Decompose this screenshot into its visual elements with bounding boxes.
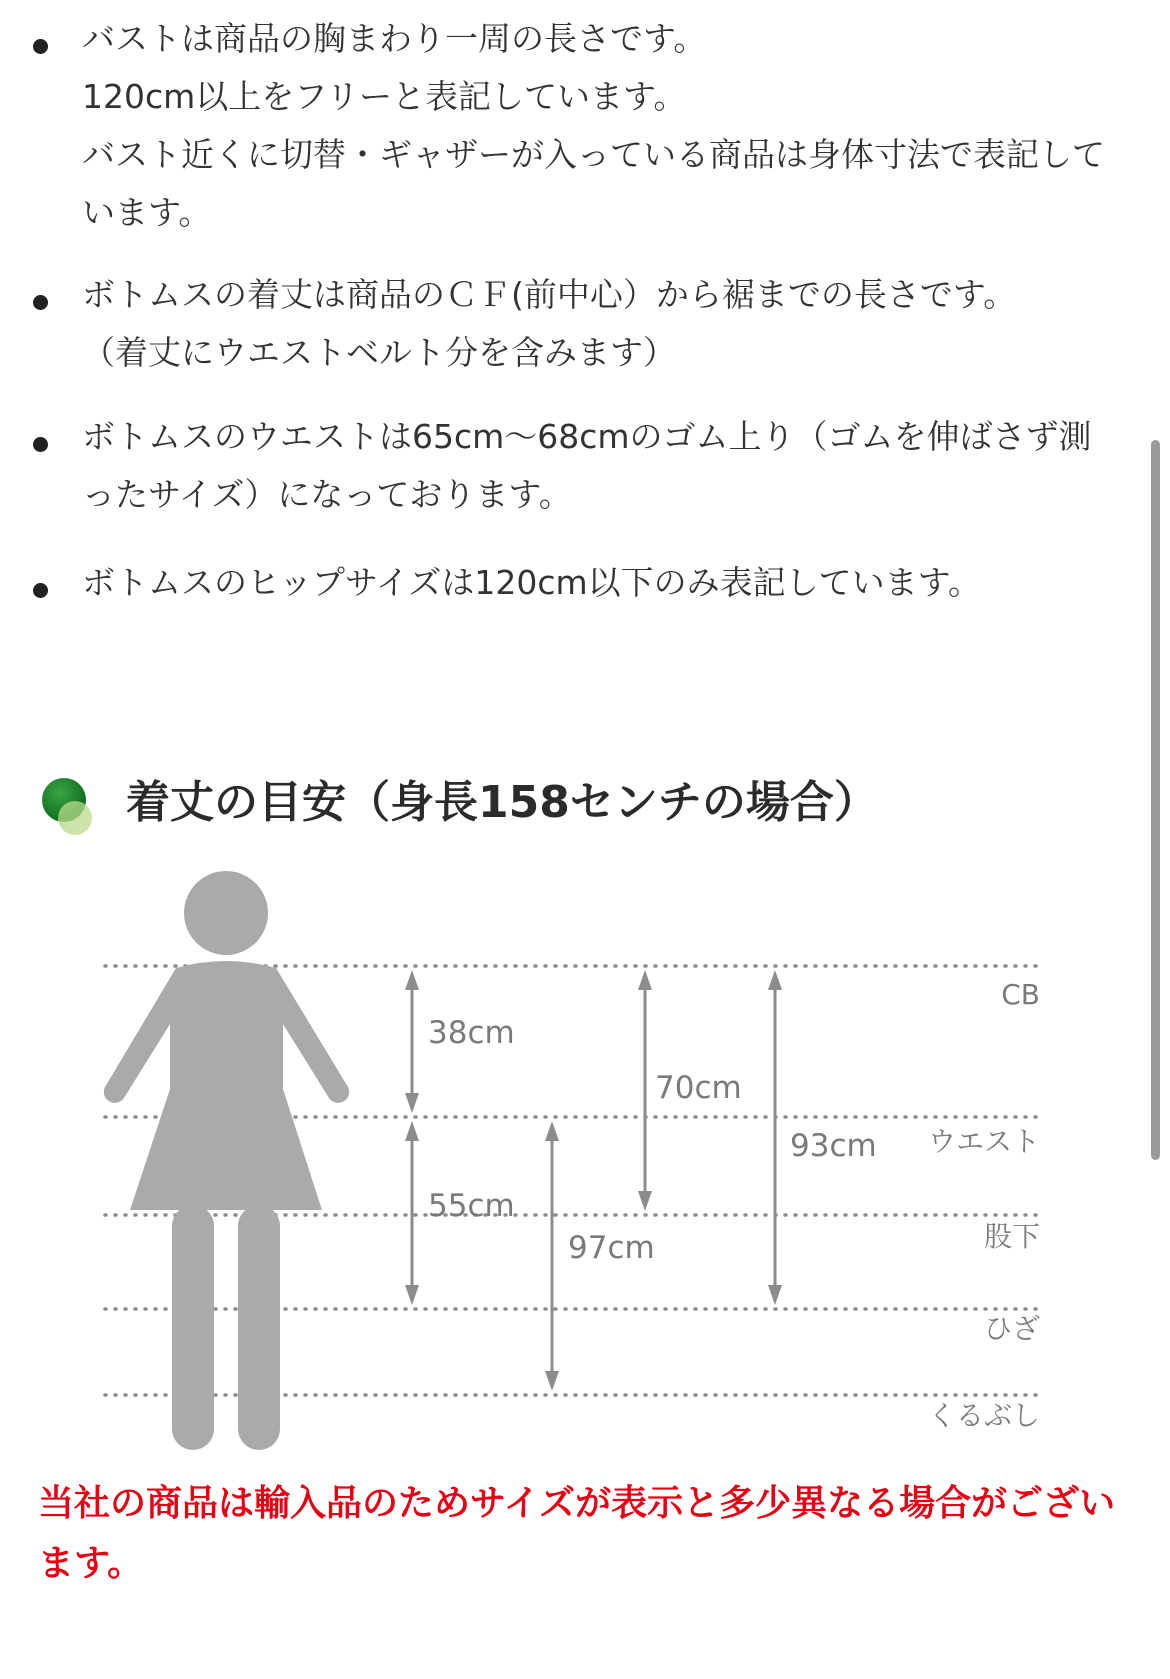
scrollbar[interactable] [1151, 440, 1160, 1160]
measurement-label: 55cm [428, 1188, 515, 1224]
level-label: くるぶし [927, 1399, 1040, 1432]
measurement-arrow [405, 970, 419, 1113]
note-text: ボトムスのヒップサイズは120cm以下のみ表記しています。 [82, 563, 982, 602]
measurement-labels [428, 978, 1040, 1432]
note-text: ボトムスの着丈は商品のＣＦ(前中心）から裾までの長さです。 （着丈にウエストベルト分を含みます） [82, 275, 1017, 372]
measurement-label: 38cm [428, 1015, 515, 1051]
level-label: CB [1001, 978, 1040, 1011]
measurement-arrow [405, 1121, 419, 1305]
measurement-label: 97cm [568, 1230, 655, 1266]
level-label: 股下 [983, 1220, 1040, 1253]
female-figure [104, 871, 349, 1450]
level-label: ひざ [983, 1312, 1040, 1345]
length-guide-diagram [0, 860, 1170, 1460]
measurement-label: 70cm [655, 1070, 742, 1106]
note-text: ボトムスのウエストは65cm〜68cmのゴム上り（ゴムを伸ばさず測ったサイズ）になっております。 [82, 417, 1092, 514]
bullet-icon [33, 39, 48, 54]
measurement-label: 93cm [790, 1128, 877, 1164]
bullet-icon [33, 295, 48, 310]
note-text: バストは商品の胸まわり一周の長さです。 120cm以上をフリーと表記しています。 バスト近くに切替・ギャザーが入っている商品は身体寸法で表記しています。 [82, 19, 1105, 232]
level-label: ウエスト [927, 1125, 1040, 1158]
measurement-arrow [545, 1121, 559, 1391]
import-disclaimer: 当社の商品は輸入品のためサイズが表示と多少異なる場合がございます。 [38, 1483, 1116, 1584]
measurement-arrow [638, 970, 652, 1211]
green-circle-icon [40, 776, 98, 838]
bullet-icon [33, 583, 48, 598]
measurement-arrow [768, 970, 782, 1305]
section-heading: 着丈の目安（身長158センチの場合） [126, 777, 878, 828]
bullet-icon [33, 437, 48, 452]
